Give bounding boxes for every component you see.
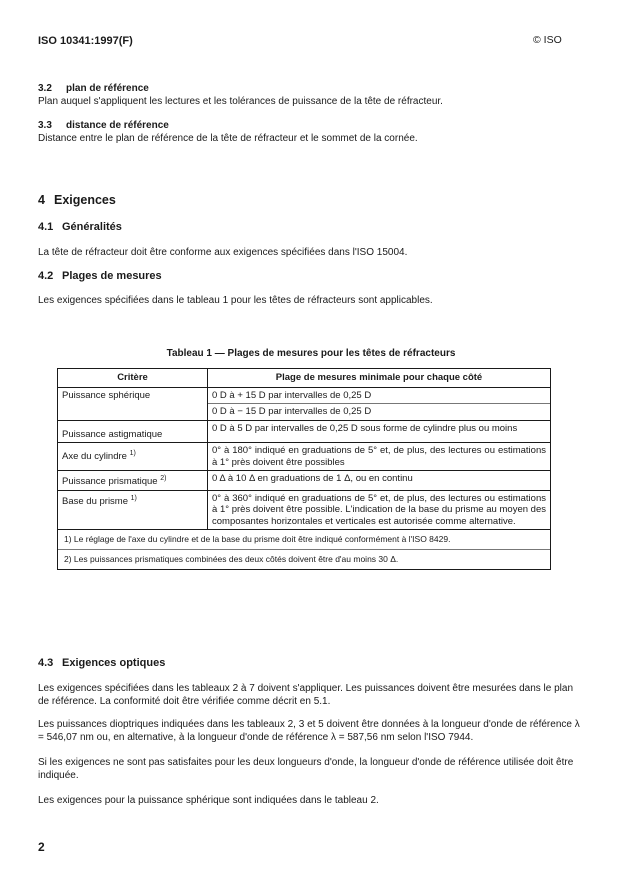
paragraph: Les exigences pour la puissance sphérique sont indiquées dans le tableau 2. bbox=[38, 795, 379, 806]
table-row bbox=[58, 471, 551, 491]
paragraph: Les puissances dioptriques indiquées dans les tableaux 2, 3 et 5 doivent être données à la longueur d'onde de référence λ = 546,07 nm ou, en alternative, à la longueur d'onde de référence λ = 587,56 nm selon l'ISO 7944. bbox=[38, 719, 580, 743]
term-3-3 bbox=[38, 120, 586, 145]
section-title: Généralités bbox=[62, 221, 122, 233]
section-title: Exigences optiques bbox=[62, 657, 166, 669]
table-row bbox=[58, 387, 551, 420]
standard-id: ISO 10341:1997(F) bbox=[38, 35, 133, 47]
table-row bbox=[58, 490, 551, 530]
criterion-label: Puissance astigmatique bbox=[62, 428, 163, 440]
column-header-criterion: Critère bbox=[58, 369, 208, 388]
section-number: 4.2 bbox=[38, 270, 54, 282]
criterion-cell bbox=[58, 443, 208, 471]
section-4-2-heading bbox=[38, 270, 162, 282]
section-number: 4.1 bbox=[38, 221, 54, 233]
requirements-table bbox=[57, 368, 551, 570]
footnote-ref: 2) bbox=[160, 475, 167, 482]
criterion-label: Base du prisme bbox=[62, 495, 129, 507]
section-title: Plages de mesures bbox=[62, 270, 162, 282]
term-definition: Distance entre le plan de référence de la tête de réfracteur et le sommet de la cornée. bbox=[38, 132, 418, 144]
term-title: distance de référence bbox=[66, 120, 169, 131]
section-4-1-text: La tête de réfracteur doit être conforme aux exigences spécifiées dans l'ISO 15004. bbox=[38, 247, 408, 258]
table-row bbox=[58, 443, 551, 471]
table-caption: Tableau 1 — Plages de mesures pour les têtes de réfracteurs bbox=[166, 348, 456, 359]
range-cell: 0° à 180° indiqué en graduations de 5° et, de plus, des lectures ou estimations à 1° près doivent être possibles bbox=[208, 443, 551, 471]
section-number: 4 bbox=[38, 193, 45, 207]
term-title: plan de référence bbox=[66, 83, 149, 94]
table-header-row bbox=[58, 369, 551, 388]
section-4-1-heading bbox=[38, 221, 122, 233]
table-notes bbox=[58, 530, 551, 570]
table-note: 1) Le réglage de l'axe du cylindre et de la base du prisme doit être indiqué conformément à l'ISO 8429. bbox=[64, 534, 451, 545]
term-3-2 bbox=[38, 83, 586, 108]
term-definition: Plan auquel s'appliquent les lectures et les tolérances de puissance de la tête de réfracteur. bbox=[38, 95, 443, 107]
section-title: Exigences bbox=[54, 193, 116, 207]
section-4-2-text: Les exigences spécifiées dans le tableau 1 pour les têtes de réfracteurs sont applicables. bbox=[38, 295, 433, 306]
page-number: 2 bbox=[38, 840, 45, 854]
criterion-cell bbox=[58, 471, 208, 491]
range-cell: 0 D à 5 D par intervalles de 0,25 D sous forme de cylindre plus ou moins bbox=[208, 420, 551, 443]
term-number: 3.2 bbox=[38, 83, 52, 94]
criterion-label: Puissance sphérique bbox=[62, 389, 151, 401]
term-number: 3.3 bbox=[38, 120, 52, 131]
table-row bbox=[58, 420, 551, 443]
criterion-label: Puissance prismatique bbox=[62, 476, 158, 488]
section-4-3-heading bbox=[38, 657, 165, 669]
range-cell: 0° à 360° indiqué en graduations de 5° et, de plus, des lectures ou estimations à 1° près doivent être possible. L'indication de la base du prisme au moyen des composantes horizontales et verticales est autorisée comme alternative. bbox=[208, 490, 551, 530]
criterion-cell bbox=[58, 490, 208, 530]
criterion-label: Axe du cylindre bbox=[62, 451, 127, 463]
column-header-range: Plage de mesures minimale pour chaque côté bbox=[208, 369, 551, 388]
range-text: 0 D à + 15 D par intervalles de 0,25 D bbox=[212, 389, 372, 401]
copyright-mark: © ISO bbox=[533, 34, 562, 46]
range-cell bbox=[208, 387, 551, 420]
footnote-ref: 1) bbox=[129, 450, 136, 457]
table-notes-row bbox=[58, 530, 551, 570]
footnote-ref: 1) bbox=[130, 494, 137, 502]
range-cell: 0 Δ à 10 Δ en graduations de 1 Δ, ou en continu bbox=[208, 471, 551, 491]
table-note: 2) Les puissances prismatiques combinées des deux côtés doivent être d'au moins 30 Δ. bbox=[58, 549, 550, 569]
paragraph: Les exigences spécifiées dans les tableaux 2 à 7 doivent s'appliquer. Les puissances doivent être mesurées dans le plan de référence. La conformité doit être vérifiée comme décrit en 5.1. bbox=[38, 683, 574, 707]
section-4-heading bbox=[38, 193, 116, 207]
section-number: 4.3 bbox=[38, 657, 54, 669]
paragraph: Si les exigences ne sont pas satisfaites pour les deux longueurs d'onde, la longueur d'onde de référence utilisée doit être indiquée. bbox=[38, 757, 574, 781]
criterion-cell bbox=[58, 420, 208, 443]
criterion-cell bbox=[58, 387, 208, 420]
range-text-secondary: 0 D à − 15 D par intervalles de 0,25 D bbox=[208, 403, 550, 418]
